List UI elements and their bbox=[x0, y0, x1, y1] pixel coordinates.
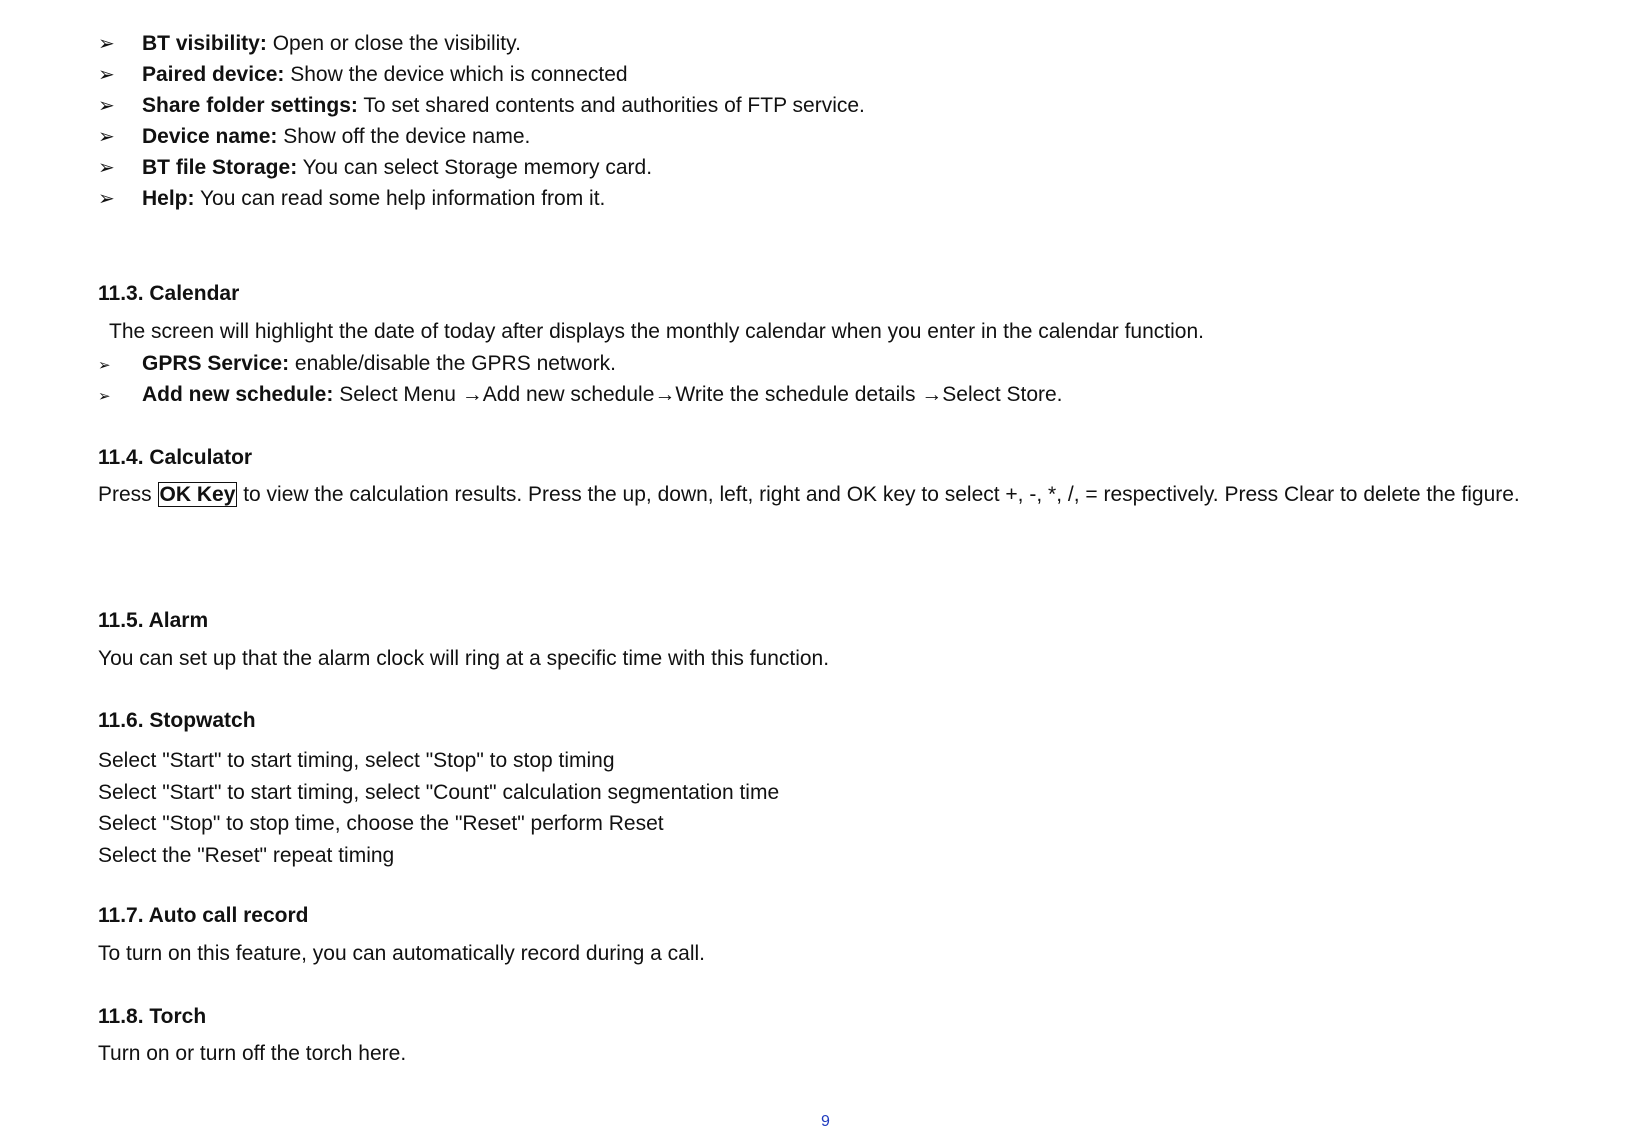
alarm-text: You can set up that the alarm clock will ring at a specific time with this function. bbox=[98, 647, 830, 670]
alarm-heading: 11.5. Alarm bbox=[98, 609, 209, 632]
item-description: You can read some help information from it. bbox=[194, 187, 606, 210]
item-term: Help: bbox=[142, 187, 195, 210]
arrow-bullet-icon: ➢ bbox=[98, 388, 111, 405]
page-number: 9 bbox=[821, 1113, 830, 1130]
list-item bbox=[98, 183, 865, 214]
stopwatch-line: Select "Stop" to stop time, choose the "Reset" perform Reset bbox=[98, 812, 664, 835]
list-item bbox=[98, 90, 865, 121]
calculator-heading: 11.4. Calculator bbox=[98, 446, 253, 469]
item-term: Device name: bbox=[142, 125, 278, 148]
list-item bbox=[98, 379, 1063, 410]
stopwatch-lines bbox=[98, 745, 779, 871]
arrow-bullet-icon: ➢ bbox=[98, 157, 115, 179]
item-term: Add new schedule: bbox=[142, 383, 334, 406]
auto-call-record-heading: 11.7. Auto call record bbox=[98, 904, 309, 927]
list-item bbox=[98, 121, 865, 152]
item-description: Open or close the visibility. bbox=[266, 32, 521, 55]
calendar-heading: 11.3. Calendar bbox=[98, 282, 240, 305]
arrow-bullet-icon: ➢ bbox=[98, 188, 115, 210]
arrow-bullet-icon: ➢ bbox=[98, 33, 115, 55]
item-description: enable/disable the GPRS network. bbox=[289, 352, 616, 375]
arrow-bullet-icon: ➢ bbox=[98, 126, 115, 148]
item-term: BT visibility: bbox=[142, 32, 267, 55]
calculator-text-post: to view the calculation results. Press the up, down, left, right and OK key to select +, -, *, /, = respectively. Press Clear to delete the figure. bbox=[237, 483, 1520, 506]
stopwatch-line: Select "Start" to start timing, select "Count" calculation segmentation time bbox=[98, 780, 780, 804]
arrow-bullet-icon: ➢ bbox=[98, 64, 115, 86]
arrow-bullet-icon: ➢ bbox=[98, 95, 115, 117]
item-description: Show the device which is connected bbox=[284, 63, 628, 86]
item-description: Select Menu →Add new schedule→Write the schedule details →Select Store. bbox=[333, 383, 1063, 406]
stopwatch-line: Select "Start" to start timing, select "Stop" to stop timing bbox=[98, 749, 615, 772]
list-item bbox=[98, 59, 865, 90]
torch-heading: 11.8. Torch bbox=[98, 1005, 207, 1028]
list-item bbox=[98, 28, 865, 59]
item-term: GPRS Service: bbox=[142, 352, 290, 375]
calendar-options-list bbox=[98, 348, 1063, 410]
ok-key-label: OK Key bbox=[159, 483, 236, 506]
item-term: BT file Storage: bbox=[142, 156, 298, 179]
item-term: Share folder settings: bbox=[142, 94, 358, 117]
stopwatch-line: Select the "Reset" repeat timing bbox=[98, 843, 395, 867]
item-term: Paired device: bbox=[142, 63, 285, 86]
stopwatch-heading: 11.6. Stopwatch bbox=[98, 709, 256, 732]
calendar-intro: The screen will highlight the date of today after displays the monthly calendar when you enter in the calendar function. bbox=[109, 320, 1204, 343]
calculator-text bbox=[98, 478, 1538, 511]
auto-call-record-text: To turn on this feature, you can automatically record during a call. bbox=[98, 942, 705, 965]
item-description: Show off the device name. bbox=[277, 125, 531, 148]
calculator-text-pre: Press bbox=[98, 483, 158, 506]
arrow-bullet-icon: ➢ bbox=[98, 357, 111, 374]
list-item bbox=[98, 348, 1063, 379]
item-description: You can select Storage memory card. bbox=[297, 156, 653, 179]
list-item bbox=[98, 152, 865, 183]
bluetooth-options-list bbox=[98, 28, 865, 214]
item-description: To set shared contents and authorities of FTP service. bbox=[357, 94, 865, 117]
torch-text: Turn on or turn off the torch here. bbox=[98, 1042, 407, 1065]
